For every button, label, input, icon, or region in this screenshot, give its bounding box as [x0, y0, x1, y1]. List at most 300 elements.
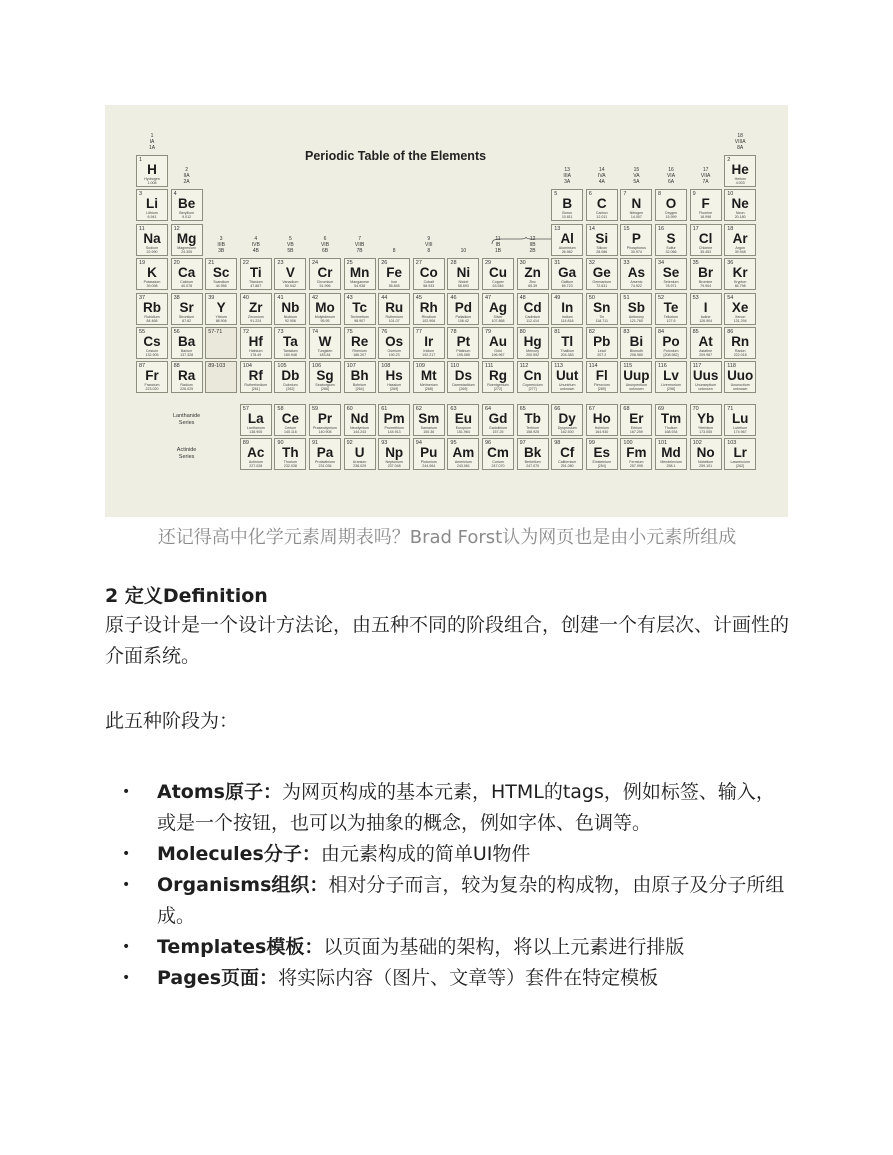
- figure-caption: 还记得高中化学元素周期表吗？Brad Forst认为网页也是由小元素所组成: [157, 527, 737, 548]
- element-mass: 69.723: [561, 284, 573, 289]
- element-number: 7: [623, 191, 627, 198]
- element-number: 93: [381, 440, 388, 447]
- element-number: 85: [692, 329, 699, 335]
- element-number: 39: [208, 294, 215, 301]
- element-symbol: Pd: [454, 299, 473, 315]
- element-mass: 74.922: [630, 284, 642, 289]
- element-name: Tellurium: [663, 314, 679, 319]
- element-name: Lanthanum: [246, 426, 265, 430]
- stage-separator: ：: [304, 936, 324, 958]
- bullet-icon: •: [122, 846, 131, 862]
- element-cell: [620, 189, 652, 221]
- group-label: 7 VIIB 7B: [354, 236, 365, 255]
- element-symbol: Cf: [560, 445, 575, 461]
- element-name: Bromine: [698, 280, 713, 285]
- element-symbol: Bh: [350, 368, 369, 384]
- stage-term: Molecules分子: [157, 843, 302, 865]
- element-name: Hafnium: [249, 349, 263, 353]
- element-symbol: Gd: [488, 411, 508, 426]
- element-number: 67: [588, 406, 595, 412]
- element-number: 27: [415, 260, 422, 267]
- element-cell: [482, 361, 514, 393]
- element-name: Copernicium: [522, 383, 543, 388]
- element-name: Phosphorus: [626, 245, 646, 250]
- element-cell: [171, 361, 203, 393]
- element-cell: [274, 361, 306, 393]
- element-symbol: Sg: [316, 368, 334, 384]
- element-number: 47: [485, 294, 492, 301]
- element-name: Actinium: [248, 460, 263, 465]
- element-name: Titanium: [248, 280, 263, 285]
- element-name: Lithium: [146, 211, 158, 216]
- element-number: 28: [450, 260, 457, 267]
- element-cell: [482, 438, 514, 470]
- element-name: Niobium: [283, 314, 297, 319]
- element-number: 33: [623, 260, 630, 267]
- element-number: 14: [588, 225, 595, 232]
- element-cell: [274, 404, 306, 436]
- element-number: 24: [312, 260, 319, 267]
- element-mass: 144.913: [387, 430, 401, 434]
- element-mass: 30.974: [630, 249, 642, 254]
- element-cell: [136, 155, 168, 187]
- element-symbol: Hs: [385, 368, 403, 384]
- element-mass: [264]: [355, 387, 364, 392]
- element-number: 17: [692, 225, 699, 232]
- element-number: 99: [588, 440, 595, 447]
- element-cell: [240, 258, 272, 290]
- stage-term: Organisms组织: [157, 874, 310, 896]
- periodic-table-title: Periodic Table of the Elements: [305, 149, 487, 163]
- element-number: 18: [727, 225, 734, 232]
- element-symbol: Zn: [524, 265, 541, 281]
- element-symbol: Cl: [698, 230, 713, 246]
- element-number: 107: [346, 363, 356, 370]
- element-number: 20: [173, 260, 180, 267]
- element-mass: unknown: [732, 387, 748, 392]
- element-mass: 20.180: [734, 215, 746, 220]
- element-cell: [274, 293, 306, 325]
- element-cell: [171, 293, 203, 325]
- element-number: 114: [588, 363, 598, 370]
- element-symbol: Th: [282, 445, 299, 461]
- element-number: 38: [173, 294, 180, 301]
- element-number: 30: [519, 260, 526, 267]
- element-number: 101: [658, 440, 668, 447]
- element-number: 3: [139, 191, 143, 198]
- element-name: Promethium: [384, 426, 404, 430]
- element-name: Nickel: [458, 280, 469, 285]
- element-name: Radon: [734, 349, 746, 353]
- element-mass: 196.967: [491, 353, 505, 357]
- element-name: Ytterbium: [697, 426, 714, 430]
- element-mass: 72.631: [596, 284, 608, 289]
- element-symbol: Kr: [732, 265, 748, 281]
- element-symbol: Y: [216, 299, 226, 315]
- element-name: Barium: [180, 349, 193, 353]
- element-name: Rhodium: [421, 314, 436, 319]
- element-number: 91: [312, 440, 319, 447]
- element-symbol: Rn: [731, 334, 750, 349]
- element-number: 40: [242, 294, 249, 301]
- element-name: Polonium: [663, 349, 679, 353]
- element-cell: [447, 438, 479, 470]
- element-name: Ununpentium: [625, 383, 648, 388]
- element-number: 77: [415, 329, 422, 335]
- element-symbol: Ge: [592, 265, 611, 281]
- element-name: Tungsten: [317, 349, 333, 353]
- element-symbol: I: [703, 299, 708, 315]
- element-cell: [413, 438, 445, 470]
- element-cell: [447, 327, 479, 359]
- element-symbol: Uut: [555, 368, 579, 384]
- element-cell: [136, 189, 168, 221]
- element-cell: [171, 327, 203, 359]
- element-mass: 183.84: [319, 353, 331, 357]
- stage-description: 相对分子而言，较为复杂的构成物，由原子及分子所组成。: [157, 874, 785, 927]
- element-number: 65: [519, 406, 526, 412]
- element-symbol: Mg: [176, 230, 197, 246]
- element-cell: [690, 224, 722, 256]
- element-mass: 178.49: [250, 353, 262, 357]
- element-symbol: Dy: [558, 411, 576, 426]
- element-number: 110: [450, 363, 460, 370]
- stage-description: 由元素构成的简单UI物件: [320, 843, 531, 865]
- element-symbol: H: [147, 162, 157, 177]
- element-number: 86: [727, 329, 734, 335]
- element-name: Thorium: [283, 460, 297, 465]
- element-cell: [413, 404, 445, 436]
- element-mass: 112.414: [526, 318, 539, 323]
- element-mass: [268]: [424, 387, 433, 392]
- element-name: Iron: [391, 280, 398, 285]
- element-name: Silver: [493, 314, 503, 319]
- element-symbol: Pm: [383, 411, 405, 426]
- element-symbol: Lu: [731, 411, 749, 426]
- element-number: 100: [623, 440, 633, 447]
- element-cell: [240, 293, 272, 325]
- element-cell: [171, 189, 203, 221]
- element-number: 103: [727, 440, 737, 447]
- element-cell: [205, 258, 237, 290]
- element-symbol: Ni: [456, 265, 471, 281]
- element-cell: [413, 327, 445, 359]
- element-cell: [171, 224, 203, 256]
- element-name: Rutherfordium: [244, 383, 268, 388]
- element-symbol: Yb: [696, 411, 715, 426]
- element-mass: 167.259: [629, 430, 643, 434]
- element-number: 69: [658, 406, 665, 412]
- element-name: Holmium: [594, 426, 609, 430]
- element-symbol: Rh: [419, 299, 438, 315]
- element-cell: [274, 438, 306, 470]
- element-symbol: Es: [593, 445, 611, 461]
- element-cell: [620, 404, 652, 436]
- element-cell: [378, 258, 410, 290]
- element-name: Nitrogen: [629, 211, 644, 216]
- element-number: 68: [623, 406, 630, 412]
- element-name: Tin: [599, 314, 605, 319]
- element-symbol: Be: [177, 196, 196, 212]
- element-symbol: Ca: [177, 265, 196, 281]
- element-symbol: Br: [698, 265, 714, 281]
- group-label: 2 IIA 2A: [183, 167, 190, 186]
- element-number: 26: [381, 260, 388, 267]
- stage-term: Pages页面: [157, 967, 260, 989]
- element-name: Neptunium: [385, 460, 403, 465]
- element-mass: 14.007: [630, 215, 642, 220]
- element-name: Palladium: [455, 314, 472, 319]
- element-name: Fermium: [629, 460, 644, 465]
- element-name: Aluminium: [558, 245, 576, 250]
- element-name: Xenon: [734, 314, 746, 319]
- element-name: Helium: [734, 177, 746, 181]
- element-name: Ununtrium: [558, 383, 576, 388]
- element-number: 10: [727, 191, 734, 198]
- element-mass: 121.760: [629, 318, 643, 323]
- article-body: [105, 105, 789, 994]
- element-number: 63: [450, 406, 457, 412]
- element-symbol: Na: [143, 230, 161, 246]
- element-cell: [690, 293, 722, 325]
- element-number: 43: [346, 294, 353, 301]
- element-number: 106: [312, 363, 322, 370]
- element-symbol: Co: [419, 265, 438, 281]
- group-label: 9 VIII 8: [425, 236, 433, 255]
- element-number: 80: [519, 329, 526, 335]
- element-mass: 114.818: [560, 318, 574, 323]
- element-name: Iodine: [700, 314, 711, 319]
- element-number: 23: [277, 260, 284, 267]
- element-name: Chromium: [316, 280, 334, 285]
- element-mass: 247.070: [526, 464, 540, 469]
- element-cell: [724, 155, 756, 187]
- group-label: 14 IVA 4A: [597, 167, 606, 186]
- element-mass: 55.845: [388, 284, 400, 289]
- element-mass: [262]: [736, 464, 745, 469]
- element-mass: 101.07: [388, 318, 400, 323]
- element-cell: [620, 438, 652, 470]
- element-cell: [724, 361, 756, 393]
- element-number: 70: [692, 406, 699, 412]
- element-mass: 51.996: [319, 284, 331, 289]
- element-mass: [208.982]: [663, 353, 679, 357]
- element-symbol: S: [666, 230, 676, 246]
- element-mass: 102.906: [422, 318, 436, 323]
- element-symbol: Li: [146, 196, 158, 212]
- element-cell: [136, 327, 168, 359]
- element-name: Zinc: [529, 280, 536, 285]
- element-mass: 84.468: [146, 318, 158, 323]
- element-name: Osmium: [387, 349, 401, 353]
- element-name: Calcium: [180, 280, 194, 285]
- element-symbol: Sm: [418, 411, 440, 426]
- element-cell: [586, 189, 618, 221]
- bullet-icon: •: [122, 970, 131, 986]
- element-symbol: K: [147, 265, 157, 281]
- element-symbol: Re: [350, 334, 369, 349]
- element-name: Beryllium: [179, 211, 194, 216]
- stage-item-pages: [105, 963, 789, 994]
- element-symbol: Er: [629, 411, 644, 426]
- element-cell: [344, 293, 376, 325]
- element-number: 15: [623, 225, 630, 232]
- element-symbol: Fm: [626, 445, 647, 461]
- element-name: Ununseptium: [695, 383, 717, 388]
- element-name: Silicon: [596, 245, 608, 250]
- element-name: Seaborgium: [315, 383, 335, 388]
- element-number: 5: [554, 191, 558, 198]
- element-mass: 4.003: [735, 181, 745, 185]
- element-mass: 157.25: [492, 430, 504, 434]
- element-number: 88: [173, 363, 180, 370]
- element-cell: [240, 327, 272, 359]
- element-name: Livermorium: [661, 383, 681, 388]
- element-mass: 54.938: [354, 284, 366, 289]
- element-symbol: In: [561, 299, 574, 315]
- element-name: Francium: [144, 383, 160, 388]
- element-cell: [586, 327, 618, 359]
- element-mass: 65.39: [528, 284, 538, 289]
- element-symbol: P: [631, 230, 641, 246]
- element-mass: [266]: [321, 387, 329, 392]
- element-number: 62: [415, 406, 422, 412]
- element-name: Cobalt: [423, 280, 434, 285]
- element-name: Copper: [492, 280, 504, 285]
- element-mass: 127.6: [666, 318, 676, 323]
- element-cell: [620, 293, 652, 325]
- element-symbol: Au: [489, 334, 507, 349]
- element-mass: [298]: [667, 387, 675, 392]
- element-name: Arsenic: [630, 280, 643, 285]
- element-name: Argon: [735, 245, 745, 250]
- element-number: 71: [727, 406, 734, 412]
- element-symbol: Sb: [627, 299, 646, 315]
- element-number: 2: [727, 157, 731, 163]
- element-mass: 44.956: [215, 284, 227, 289]
- element-number: 29: [485, 260, 492, 267]
- element-name: Platinum: [456, 349, 471, 353]
- element-mass: 258.1: [666, 464, 676, 469]
- element-name: Bismuth: [629, 349, 643, 353]
- element-mass: 180.948: [283, 353, 297, 357]
- element-symbol: Ne: [731, 196, 749, 212]
- element-number: 111: [485, 363, 494, 370]
- element-symbol: Hg: [523, 334, 542, 349]
- element-number: 42: [312, 294, 319, 301]
- element-cell: [690, 258, 722, 290]
- element-mass: [254]: [597, 464, 606, 469]
- element-symbol: Xe: [731, 299, 749, 315]
- element-number: 25: [346, 260, 353, 267]
- element-cell: [655, 327, 687, 359]
- element-cell: [724, 438, 756, 470]
- element-name: Zirconium: [247, 314, 264, 319]
- element-cell: [724, 327, 756, 359]
- element-symbol: Ac: [247, 445, 265, 461]
- element-name: Gold: [494, 349, 502, 353]
- element-mass: 126.904: [699, 318, 713, 323]
- element-cell: [551, 224, 583, 256]
- element-number: 109: [415, 363, 425, 370]
- element-name: Lutetium: [733, 426, 748, 430]
- element-cell: [378, 293, 410, 325]
- element-number: 115: [623, 363, 633, 370]
- element-name: Meitnerium: [419, 383, 438, 388]
- element-number: 78: [450, 329, 457, 335]
- element-cell: [586, 361, 618, 393]
- element-number: 94: [415, 440, 422, 447]
- element-cell: [551, 438, 583, 470]
- element-mass: 106.42: [457, 318, 469, 323]
- element-cell: [136, 224, 168, 256]
- element-cell: [136, 293, 168, 325]
- element-mass: 208.980: [629, 353, 643, 357]
- element-number: 12: [173, 225, 180, 232]
- element-symbol: Uus: [692, 368, 719, 384]
- element-cell: [274, 258, 306, 290]
- element-mass: 78.971: [665, 284, 677, 289]
- element-name: Antimony: [628, 314, 644, 319]
- element-cell: [205, 293, 237, 325]
- element-symbol: Lr: [733, 445, 747, 461]
- element-symbol: Fr: [145, 368, 159, 384]
- element-mass: 50.942: [284, 284, 296, 289]
- element-cell: [309, 293, 341, 325]
- element-number: 1: [139, 157, 143, 163]
- periodic-table-figure: [105, 105, 789, 551]
- element-mass: 18.998: [700, 215, 712, 220]
- element-mass: 140.116: [284, 430, 297, 434]
- element-mass: 247.070: [491, 464, 505, 469]
- element-number: 58: [277, 406, 284, 412]
- element-symbol: Pa: [316, 445, 334, 461]
- element-name: Gallium: [561, 280, 574, 285]
- element-mass: 237.048: [387, 464, 401, 469]
- element-name: Ununoctium: [730, 383, 750, 388]
- group-label: 12 IIB 2B: [529, 236, 536, 255]
- bullet-icon: •: [122, 939, 131, 955]
- element-cell: [205, 361, 237, 393]
- element-number: 82: [588, 329, 595, 335]
- stage-item-templates: [105, 932, 789, 963]
- element-cell: [655, 438, 687, 470]
- element-cell: [274, 327, 306, 359]
- element-symbol: No: [696, 445, 715, 461]
- element-number: 8: [658, 191, 662, 198]
- element-number: 98: [554, 440, 561, 447]
- element-number: 52: [658, 294, 665, 301]
- element-name: Sulfur: [666, 245, 676, 250]
- element-name: Mercury: [526, 349, 540, 353]
- bullet-icon: •: [122, 877, 131, 893]
- element-name: Yttrium: [215, 314, 227, 319]
- element-mass: [262]: [286, 387, 295, 392]
- element-cell: [551, 258, 583, 290]
- element-symbol: B: [562, 196, 573, 212]
- element-number: 4: [173, 191, 177, 198]
- element-symbol: Ds: [454, 368, 473, 384]
- element-cell: [517, 258, 549, 290]
- element-symbol: Ru: [385, 299, 404, 315]
- element-name: Nobelium: [698, 460, 714, 465]
- element-name: Cadmium: [524, 314, 541, 319]
- element-name: Technetium: [350, 314, 369, 319]
- element-number: 34: [658, 260, 665, 267]
- section-heading: 2 定义Definition: [105, 585, 268, 607]
- element-mass: unknown: [559, 387, 575, 392]
- element-name: Americium: [454, 460, 472, 465]
